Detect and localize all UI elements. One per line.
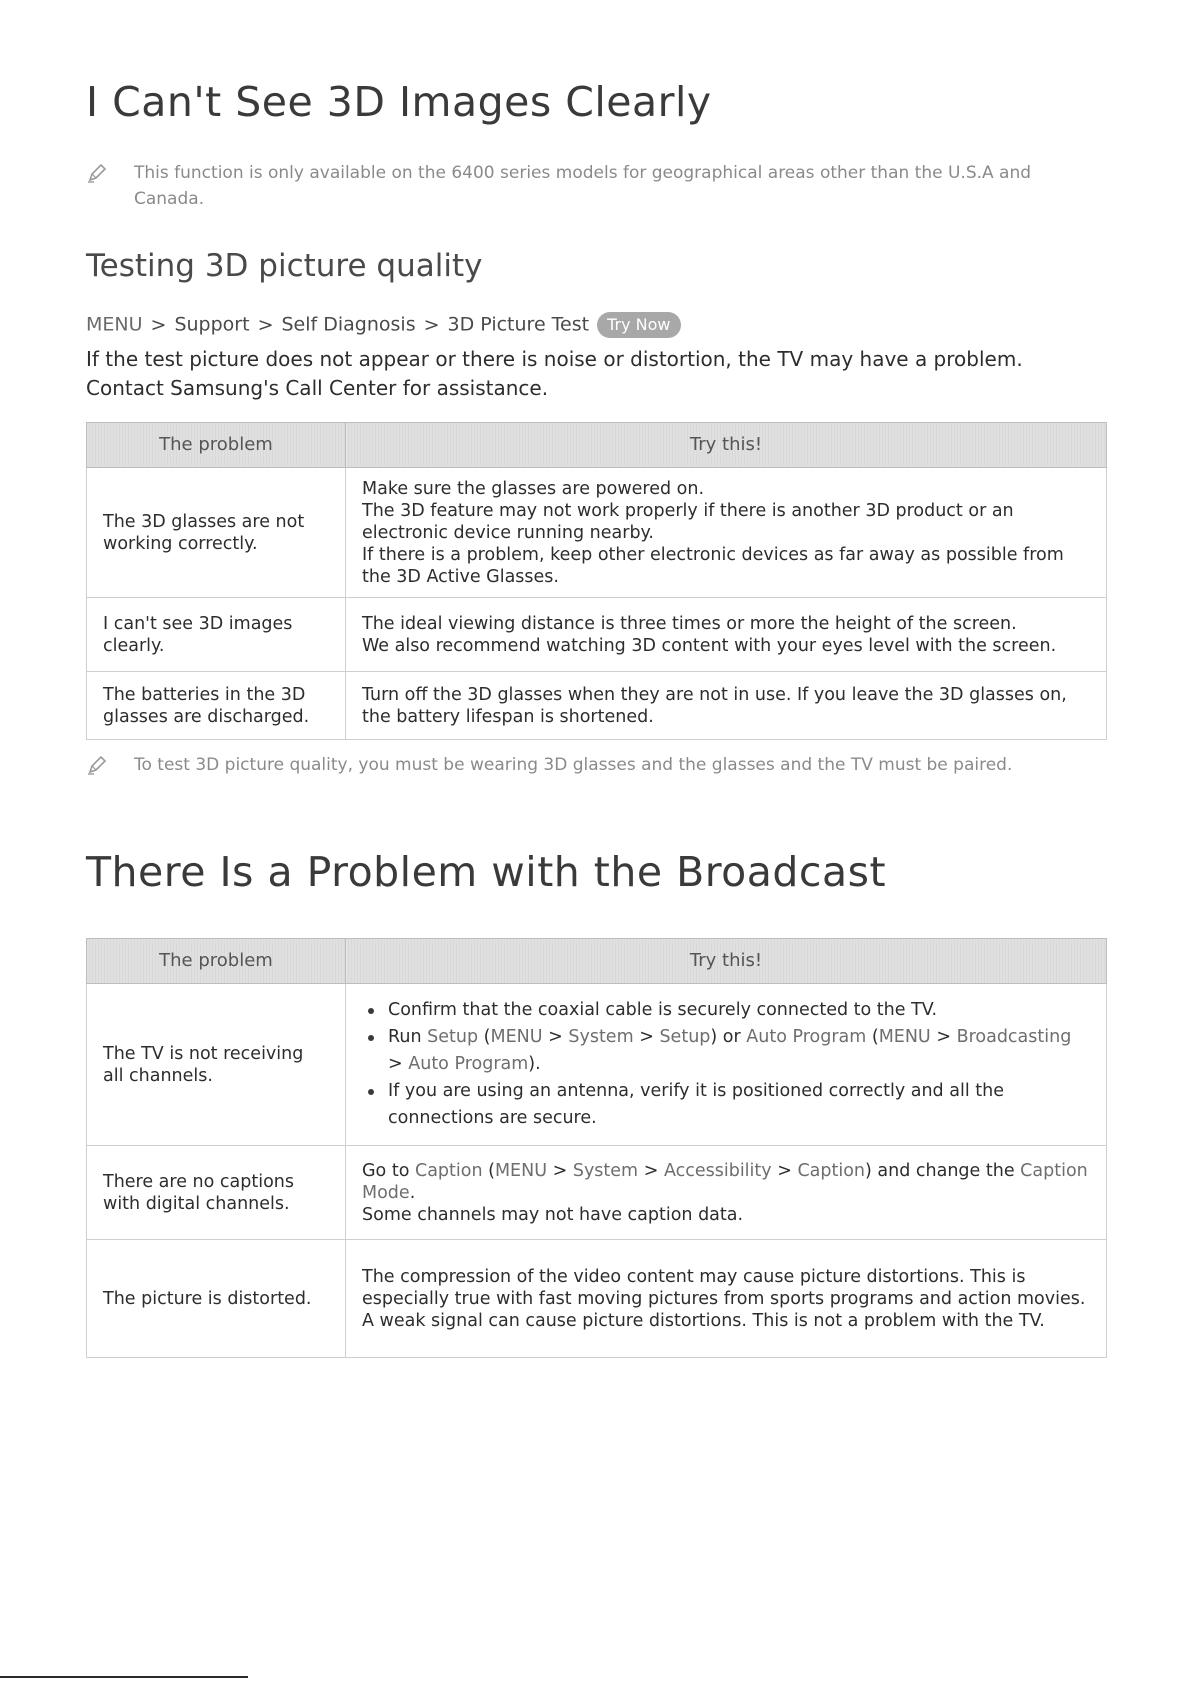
problem-cell: The picture is distorted.: [87, 1240, 346, 1358]
problem-cell: The TV is not receiving all channels.: [87, 984, 346, 1146]
problem-cell: The batteries in the 3D glasses are discharged.: [87, 672, 346, 740]
table-row: [87, 1146, 1107, 1240]
menu-path-self-diagnosis: Self Diagnosis: [281, 313, 416, 336]
problem-cell: The 3D glasses are not working correctly.: [87, 468, 346, 598]
problem-cell: I can't see 3D images clearly.: [87, 598, 346, 672]
chevron-right-icon: >: [639, 1027, 654, 1047]
menu-path-menu: MENU: [86, 313, 143, 336]
solution-cell: [346, 1146, 1107, 1240]
solution-cell: [346, 1240, 1107, 1358]
table-row: [87, 1240, 1107, 1358]
section-title-3d: I Can't See 3D Images Clearly: [86, 78, 712, 126]
menu-path-3d-picture-test: 3D Picture Test: [447, 313, 590, 336]
solution-line: The compression of the video content may cause picture distortions. This is especially true with fast moving pictures from sports programs and action movies.: [362, 1266, 1086, 1309]
solution-line: A weak signal can cause picture distortions. This is not a problem with the TV.: [362, 1310, 1045, 1331]
solution-line: The 3D feature may not work properly if there is another 3D product or an electronic device running nearby.: [362, 500, 1014, 543]
solution-cell: [346, 598, 1107, 672]
solution-line: Make sure the glasses are powered on.: [362, 478, 705, 499]
column-header-try-this: Try this!: [346, 939, 1107, 984]
solution-bullet-list: [362, 997, 1090, 1132]
menu-path-breadcrumb: [86, 312, 681, 338]
solution-line: Go to Caption (MENU > System > Accessibility > Caption) and change the Caption Mode.: [362, 1160, 1088, 1203]
chevron-right-icon: >: [423, 313, 440, 336]
solution-cell: [346, 468, 1107, 598]
footnote-3d-test: [86, 752, 1106, 778]
footnote-text: To test 3D picture quality, you must be wearing 3D glasses and the glasses and the TV must be paired.: [134, 755, 1013, 775]
problem-cell: There are no captions with digital channels.: [87, 1146, 346, 1240]
try-now-button[interactable]: Try Now: [597, 312, 680, 338]
list-item: Confirm that the coaxial cable is securely connected to the TV.: [362, 997, 1090, 1024]
section-title-broadcast: There Is a Problem with the Broadcast: [86, 848, 887, 896]
column-header-problem: The problem: [87, 939, 346, 984]
chevron-right-icon: >: [777, 1160, 792, 1181]
table-broadcast-troubleshooting: [86, 938, 1107, 1358]
chevron-right-icon: >: [552, 1160, 568, 1181]
table-3d-troubleshooting: [86, 422, 1107, 740]
solution-line: The ideal viewing distance is three times or more the height of the screen.: [362, 613, 1017, 634]
chevron-right-icon: >: [548, 1027, 563, 1047]
list-item: If you are using an antenna, verify it is positioned correctly and all the connections are secure.: [362, 1078, 1090, 1132]
column-header-try-this: Try this!: [346, 423, 1107, 468]
chevron-right-icon: >: [936, 1027, 951, 1047]
menu-path-support: Support: [174, 313, 250, 336]
solution-line: We also recommend watching 3D content with your eyes level with the screen.: [362, 635, 1057, 656]
pencil-note-icon: [86, 754, 108, 776]
chevron-right-icon: >: [150, 313, 167, 336]
availability-note: [86, 160, 1106, 212]
solution-line: Turn off the 3D glasses when they are not in use. If you leave the 3D glasses on, the battery lifespan is shortened.: [362, 684, 1067, 727]
table-row: [87, 984, 1107, 1146]
footer-rule: [0, 1676, 248, 1678]
subheading-testing-3d: Testing 3D picture quality: [86, 248, 483, 284]
solution-cell: [346, 984, 1107, 1146]
table-row: [87, 672, 1107, 740]
solution-cell: [346, 672, 1107, 740]
chevron-right-icon: >: [388, 1054, 403, 1074]
chevron-right-icon: >: [643, 1160, 659, 1181]
list-item: Run Setup (MENU > System > Setup) or Auto Program (MENU > Broadcasting > Auto Program).: [362, 1024, 1090, 1078]
pencil-note-icon: [86, 162, 108, 184]
table-row: [87, 598, 1107, 672]
chevron-right-icon: >: [257, 313, 274, 336]
solution-line: Some channels may not have caption data.: [362, 1204, 744, 1225]
solution-line: If there is a problem, keep other electronic devices as far away as possible from the 3D Active Glasses.: [362, 544, 1064, 587]
intro-paragraph: If the test picture does not appear or there is noise or distortion, the TV may have a problem. Contact Samsung's Call Center for assistance.: [86, 347, 1023, 400]
table-row: [87, 468, 1107, 598]
availability-note-text: This function is only available on the 6400 series models for geographical areas other than the U.S.A and Canada.: [134, 163, 1032, 209]
column-header-problem: The problem: [87, 423, 346, 468]
